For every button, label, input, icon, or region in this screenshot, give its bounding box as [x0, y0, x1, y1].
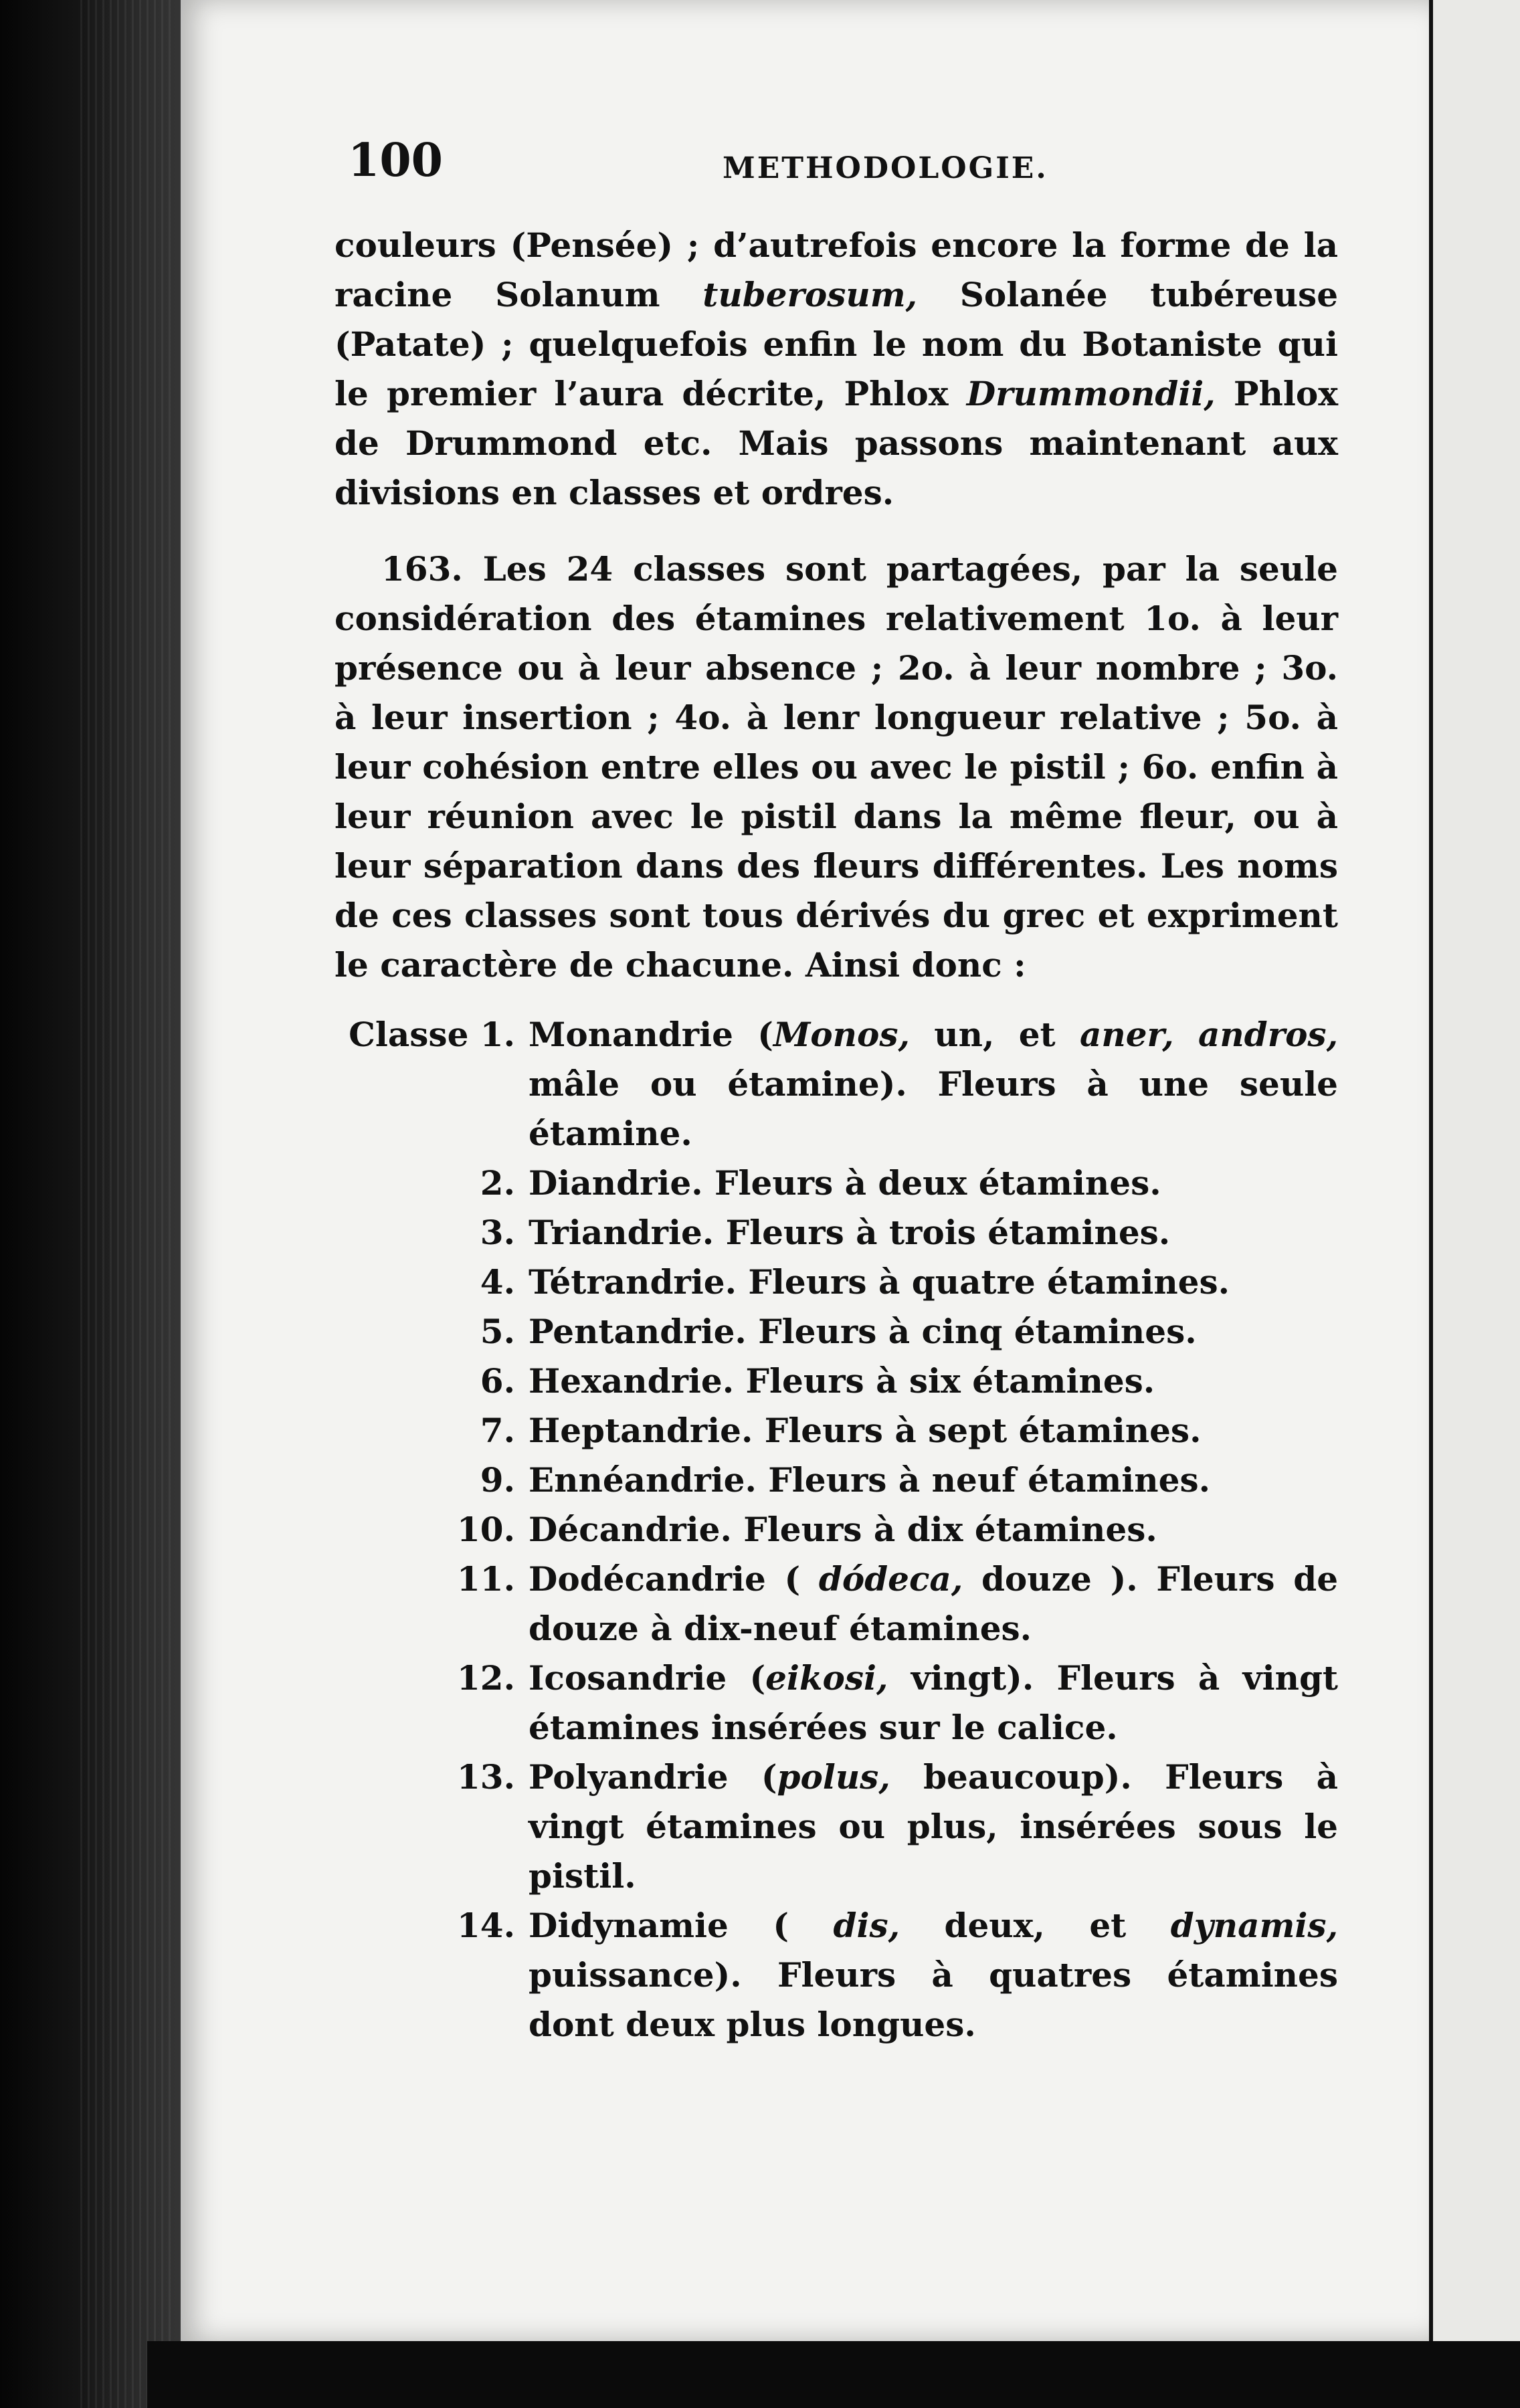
italic-term: eikosi,	[765, 1658, 888, 1698]
class-text: Diandrie. Fleurs à deux étamines.	[529, 1163, 1161, 1203]
class-text: vingt). Fleurs à vingt étamines insérées sur le calice.	[529, 1658, 1338, 1747]
class-entry	[335, 1456, 1338, 1505]
page-edges	[80, 0, 174, 2408]
class-number: 14.	[457, 1906, 515, 1945]
class-number: 7.	[480, 1411, 515, 1450]
text-run: Solanée tubéreuse (Patate) ; quelquefois enfin le nom du Botaniste qui le premier l’aura décrite, Phlox	[335, 275, 1338, 413]
italic-term: polus,	[777, 1757, 890, 1797]
class-text: Monandrie (	[529, 1015, 773, 1054]
class-entry	[335, 1901, 1338, 2049]
class-entry	[335, 1258, 1338, 1307]
class-text: Hexandrie. Fleurs à six étamines.	[529, 1361, 1155, 1401]
class-text: Didynamie (	[529, 1906, 834, 1945]
class-entry	[335, 1554, 1338, 1653]
page-header	[348, 134, 1331, 194]
class-text: Ennéandrie. Fleurs à neuf étamines.	[529, 1460, 1211, 1500]
class-entry	[335, 1505, 1338, 1554]
class-text: Triandrie. Fleurs à trois étamines.	[529, 1213, 1171, 1252]
text-run: couleurs (Pensée) ; d’autrefois encore la forme de la racine Solanum	[335, 225, 1338, 314]
class-text: Pentandrie. Fleurs à cinq étamines.	[529, 1312, 1197, 1351]
class-text: Dodécandrie (	[529, 1559, 819, 1599]
italic-term: dynamis,	[1170, 1906, 1338, 1945]
italic-term: Monos,	[773, 1015, 910, 1054]
class-entry	[335, 1159, 1338, 1208]
class-number: 4.	[480, 1262, 515, 1302]
italic-term: tuberosum,	[702, 275, 918, 314]
class-number: 6.	[480, 1361, 515, 1401]
class-text: douze ). Fleurs de douze à dix-neuf étamines.	[529, 1559, 1339, 1648]
italic-term: aner, andros,	[1080, 1015, 1338, 1054]
class-entry	[335, 1406, 1338, 1456]
page-number: 100	[348, 134, 443, 187]
class-number: 2.	[480, 1163, 515, 1203]
class-text: Polyandrie (	[529, 1757, 777, 1797]
bottom-margin	[147, 2341, 1520, 2408]
class-entry	[335, 1653, 1338, 1752]
class-entry	[335, 1208, 1338, 1258]
class-text: Heptandrie. Fleurs à sept étamines.	[529, 1411, 1202, 1450]
paragraph-continuation	[335, 221, 1338, 518]
italic-term: Drummondii,	[966, 374, 1216, 413]
facing-page-edge	[1429, 0, 1520, 2408]
class-entry	[335, 1752, 1338, 1901]
class-text: deux, et	[900, 1906, 1171, 1945]
paragraph-163: 163. Les 24 classes sont partagées, par la seule considération des étamines relativement 1o. à leur présence ou à leur absence ; 2o. à leur nombre ; 3o. à leur insertion ; 4o. à lenr longueur relative ; 5o. à leur cohésion entre elles ou avec le pistil ; 6o. enfin à leur réunion avec le pistil dans la même fleur, ou à leur séparation dans des fleurs différentes. Les noms de ces classes sont tous dérivés du grec et expriment le caractère de chacune. Ainsi donc :	[335, 549, 1338, 985]
class-number: 13.	[457, 1757, 515, 1797]
page-body	[335, 221, 1338, 2049]
class-text: Tétrandrie. Fleurs à quatre étamines.	[529, 1262, 1230, 1302]
class-list	[335, 1010, 1338, 2049]
class-number: 5.	[480, 1312, 515, 1351]
class-number: 11.	[457, 1559, 515, 1599]
class-entry	[335, 1357, 1338, 1406]
class-number: 12.	[457, 1658, 515, 1698]
class-text: beaucoup). Fleurs à vingt étamines ou plus, insérées sous le pistil.	[529, 1757, 1338, 1896]
class-text: Icosandrie (	[529, 1658, 766, 1698]
class-entry	[335, 1010, 1338, 1159]
class-number: 9.	[480, 1460, 515, 1500]
running-title: METHODOLOGIE.	[723, 151, 1048, 185]
class-number: Classe 1.	[349, 1015, 515, 1054]
class-text: un, et	[909, 1015, 1080, 1054]
class-entry	[335, 1307, 1338, 1357]
italic-term: dódeca,	[818, 1559, 963, 1599]
text-run: Phlox de Drummond etc. Mais passons maintenant aux divisions en classes et ordres.	[335, 374, 1339, 512]
class-text: Décandrie. Fleurs à dix étamines.	[529, 1510, 1157, 1549]
class-number: 3.	[480, 1213, 515, 1252]
class-number: 10.	[457, 1510, 515, 1549]
class-text: mâle ou étamine). Fleurs à une seule étamine.	[529, 1064, 1338, 1153]
italic-term: dis,	[833, 1906, 900, 1945]
class-text: puissance). Fleurs à quatres étamines dont deux plus longues.	[529, 1955, 1338, 2044]
